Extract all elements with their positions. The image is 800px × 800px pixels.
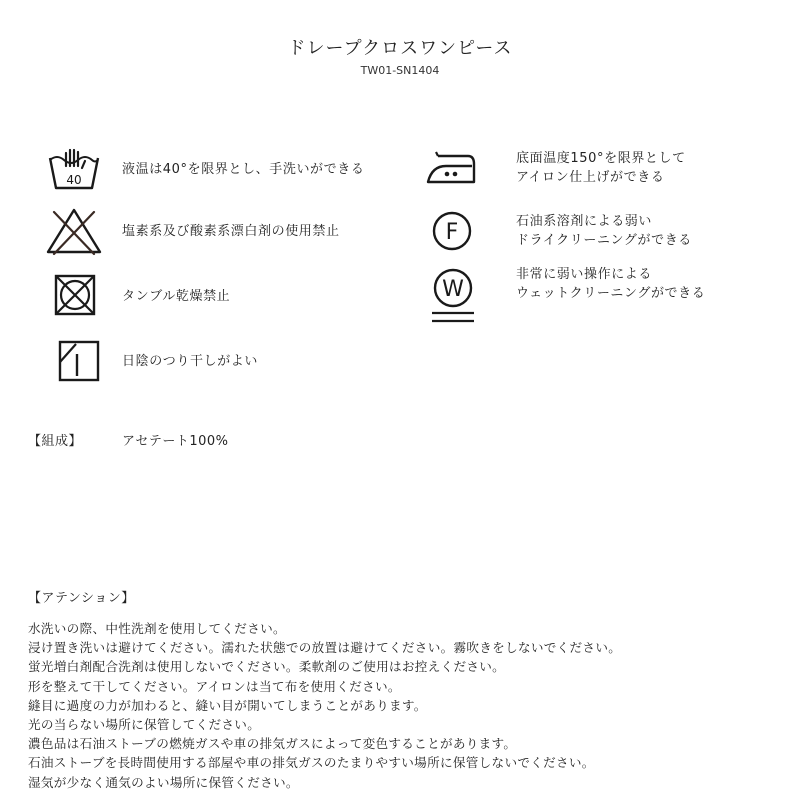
svg-text:W: W xyxy=(442,277,464,302)
attention-line: 石油ストーブを長時間使用する部屋や車の排気ガスのたまりやすい場所に保管しないでください。 xyxy=(28,755,595,771)
attention-line: 濃色品は石油ストーブの燃焼ガスや車の排気ガスによって変色することがあります。 xyxy=(28,736,517,752)
composition-label: 【組成】 xyxy=(28,434,83,449)
care-item-hand-wash xyxy=(44,146,364,192)
care-item-no-tumble-dry xyxy=(44,272,230,320)
shade-line-dry-icon xyxy=(44,338,104,384)
care-text-no-bleach: 塩素系及び酸素系漂白剤の使用禁止 xyxy=(122,223,340,239)
dry-clean-f-icon xyxy=(424,208,484,254)
care-text-hand-wash: 液温は40°を限界とし、手洗いができる xyxy=(122,161,365,177)
attention-line: 蛍光増白剤配合洗剤は使用しないでください。柔軟剤のご使用はお控えください。 xyxy=(28,659,506,675)
svg-text:F: F xyxy=(445,220,459,245)
care-text-wet-clean: 非常に弱い操作による ウェットクリーニングができる xyxy=(516,267,706,301)
care-text-no-tumble-dry: タンブル乾燥禁止 xyxy=(122,288,231,304)
care-item-shade-line-dry xyxy=(44,338,258,384)
care-item-no-bleach xyxy=(44,206,340,256)
care-item-wet-clean xyxy=(424,264,705,328)
care-item-dry-clean xyxy=(424,208,692,254)
care-item-iron xyxy=(424,148,686,188)
iron-low-temp-icon xyxy=(424,148,484,188)
attention-line: 形を整えて干してください。アイロンは当て布を使用ください。 xyxy=(28,678,401,694)
wet-clean-very-gentle-icon xyxy=(424,264,484,328)
hand-wash-40-icon xyxy=(44,146,104,192)
attention-line: 湿気が少なく通気のよい場所に保管ください。 xyxy=(28,774,299,790)
no-bleach-icon xyxy=(44,206,104,256)
svg-text:40: 40 xyxy=(66,173,82,187)
attention-heading: 【アテンション】 xyxy=(28,591,135,606)
attention-line: 縫目に過度の力が加わると、縫い目が開いてしまうことがあります。 xyxy=(28,697,427,713)
care-text-dry-clean: 石油系溶剤による弱い ドライクリーニングができる xyxy=(516,214,692,248)
composition-value: アセテート100% xyxy=(122,434,229,449)
no-tumble-dry-icon xyxy=(44,272,104,320)
care-text-shade-line-dry: 日陰のつり干しがよい xyxy=(122,353,259,369)
attention-line: 光の当らない場所に保管してください。 xyxy=(28,717,261,733)
care-text-iron: 底面温度150°を限界として アイロン仕上げができる xyxy=(516,151,686,185)
attention-line: 浸け置き洗いは避けてください。濡れた状態での放置は避けてください。霧吹きをしないでください。 xyxy=(28,640,622,656)
attention-list xyxy=(28,619,788,792)
product-title: ドレープクロスワンピース xyxy=(287,38,513,59)
attention-line: 水洗いの際、中性洗剤を使用してください。 xyxy=(28,621,286,636)
product-code: TW01-SN1404 xyxy=(360,64,440,77)
